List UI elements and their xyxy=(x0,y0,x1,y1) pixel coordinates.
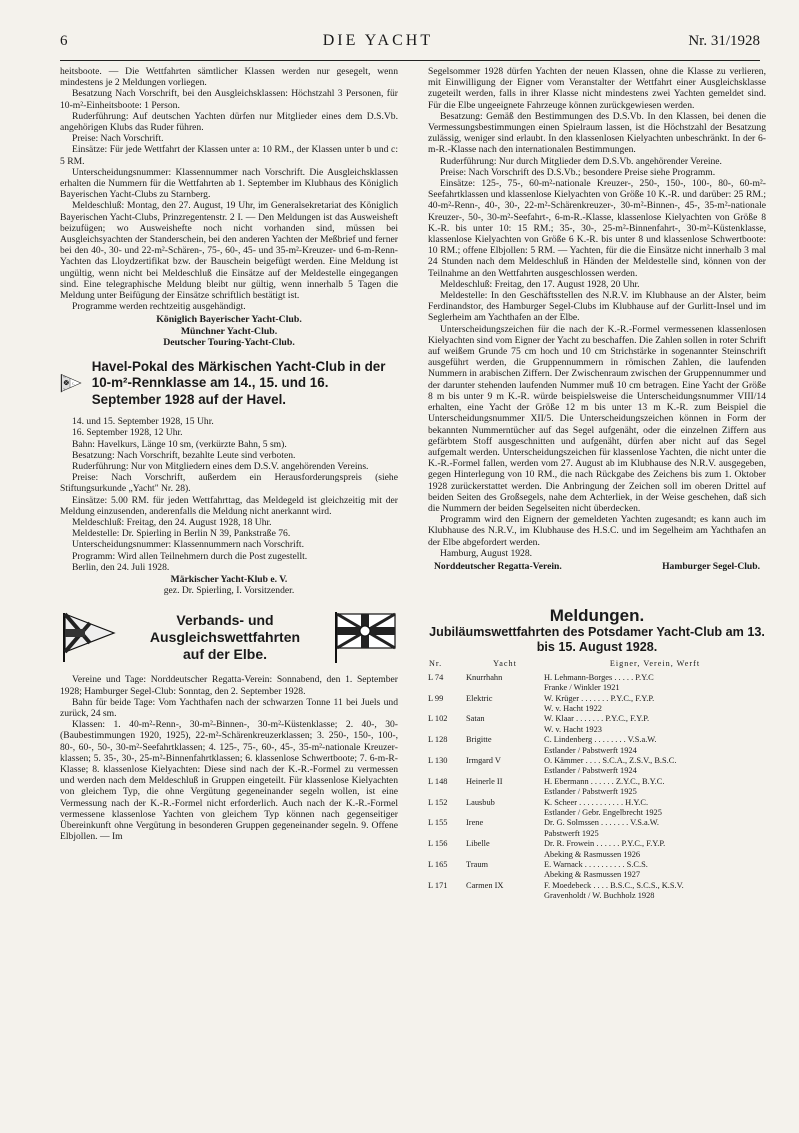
cell-owner: Dr. G. Solmssen . . . . . . . V.S.a.W. xyxy=(544,818,660,828)
cell-owner: E. Warnack . . . . . . . . . . S.C.S. xyxy=(544,860,648,870)
cell-yacht: Irene xyxy=(466,818,484,828)
table-row-sub xyxy=(428,725,766,735)
table-row xyxy=(428,798,766,808)
cell-nr: L 155 xyxy=(428,818,448,828)
paragraph: Segelsommer 1928 dürfen Yachten der neuen Klassen, ohne die Klasse zu verlieren, mit Einwilligung der Eigner vom Veranstalter der Wettfahrt einer Ausgleichsklasse zugeteilt werden, falls in ihrer Klasse nicht mindestens zwei Yachten gemeldet sind. Für die Elbe ungeeignete Fahrzeuge können zurückgewiesen werden. xyxy=(428,66,766,111)
paragraph: Vereine und Tage: Norddeutscher Regatta-Verein: Sonnabend, den 1. September 1928; Hamburger Segel-Club: Sonntag, den 2. September 1928. xyxy=(60,674,398,697)
cell-yacht: Satan xyxy=(466,714,485,724)
table-row xyxy=(428,881,766,891)
cell-empty xyxy=(428,870,466,880)
signatory: Deutscher Touring-Yacht-Club. xyxy=(163,337,295,349)
elbe-heading-block xyxy=(60,610,398,664)
cell-designer-yard: Estlander / Pabstwerft 1924 xyxy=(544,766,637,776)
cell-empty xyxy=(428,891,466,901)
page-number: 6 xyxy=(60,33,68,49)
table-row xyxy=(428,735,766,745)
table-row xyxy=(428,694,766,704)
paragraph: Einsätze: 5.00 RM. für jeden Wettfahrttag, das Meldegeld ist gleichzeitig mit der Meldung einzusenden, anderenfalls die Meldung nicht anerkannt wird. xyxy=(60,494,398,517)
signatory: Königlich Bayerischer Yacht-Club. xyxy=(156,314,302,326)
signatory: Märkischer Yacht-Klub e. V. xyxy=(170,574,288,586)
table-row-sub xyxy=(428,683,766,693)
cell-nr: L 130 xyxy=(428,756,448,765)
table-row-sub xyxy=(428,808,766,818)
paragraph: Meldeschluß: Freitag, den 24. August 1928, 18 Uhr. xyxy=(72,517,272,529)
paragraph: Einsätze: 125-, 75-, 60-m²-nationale Kreuzer-, 250-, 150-, 100-, 80-, 60-m²-Seefahrtklassen und klassenlose Kielyachten von Größe 10 K.-R. und darüber: 25 RM.; 40-m²-Renn-, 40-, 30-, 22-m²-Schärenkreuzer-, 30-m²-Binnen-, 45-, 35-m²-nationale Kreuzer-, 50-, 30-m²-Seefahrt-, 6-m-R.-Klasse, klassenlose Kielyachten von Größe 8 K.-R. bis unter 10: 15 RM.; 35-, 30-, 25-m²-Binnenfahrt-, 30-m²-Küstenklasse, klassenlose Kielyachten von Größe 6 K.-R. bis unter 8 und klassenlose Schwertboote: 10 RM.; offene Elbjollen: 5 RM. — Yachten, für die die Einsätze nicht innerhalb 3 mal 24 Stunden nach dem Meldeschluß in Händen der Meldestelle sind, können von der Teilnahme an den Wettfahrten ausgeschlossen werden. xyxy=(428,178,766,279)
cell-owner: F. Moedebeck . . . . B.S.C., S.C.S., K.S.V. xyxy=(544,880,684,890)
paragraph: Programme werden rechtzeitig ausgehändigt. xyxy=(72,301,246,313)
cell-owner: H. Ebermann . . . . . . Z.Y.C., B.Y.C. xyxy=(544,776,665,786)
column-header-owner: Eigner, Verein, Werft xyxy=(609,659,701,669)
cell-yacht: Traum xyxy=(466,860,489,870)
elbe-title: Verbands- und Ausgleichswettfahrten auf der Elbe. xyxy=(149,611,301,662)
cell-designer-yard: Pabstwerft 1925 xyxy=(544,828,599,838)
hsc-flag-icon xyxy=(334,610,398,664)
paragraph: Meldestelle: Dr. Spierling in Berlin N 39, Pankstraße 76. xyxy=(72,528,291,540)
cell-nr: L 156 xyxy=(428,839,448,849)
paragraph: Bahn für beide Tage: Vom Yachthafen nach der schwarzen Tonne 11 bei Juels und zurück, 24 sm. xyxy=(60,696,398,720)
paragraph: Unterscheidungszeichen für die nach der K.-R.-Formel vermessenen klassenlosen Kielyachten sind vom Eigner der Yacht zu beschaffen. Die Zahlen sollen in roter Schrift auf weißem Grunde 75 cm hoch und 10 cm Strichstärke in sogenannter Steinschrift ausgeführt werden, die Gruppennummern in römischen Zahlen, die laufenden Nummern in arabischen Ziffern. Der Zwischenraum zwischen der Gruppennummer und der darunter stehenden laufenden Nummer muß 10 cm betragen. Eine Yacht der Größe 8 m bis unter 9 m K.-R. würde beispielsweise die Unterscheidungsnummer VIII/14 erhalten, eine Yacht der Größe 12 m bis unter 13 m K.-R. zum Beispiel die Unterscheidungsnummer XII/5. Die Unterscheidungszeichen können in Form der bekannten Nummerntücher auf das Segel aufgenäht, oder die einzelnen Ziffern aus gefärbtem Stoff ausgeschnitten und aufgenäht, dürfen aber nicht auf das Segel aufgemalt werden. Unterscheidungszeichen für klassenlose Yachten, die nicht unter die K.-R.-Formel fallen, werden vom 27. August ab im Klubhause des N.R.V. ausgegeben, gegen Hinterlegung von 10 RM., die nach Rückgabe des Zeichens bis zum 1. Oktober 1928 zurückerstattet werden. Die Anbringung der Zeichen soll im oberen Drittel auf beiden Seiten des Großsegels, nahe dem Achterliek, in der Weise geschehen, daß sich die Nummern der beiden Segelseiten nicht überdecken. xyxy=(428,323,766,514)
cell-designer-yard: Estlander / Pabstwerft 1924 xyxy=(544,745,637,755)
cell-nr: L 99 xyxy=(428,693,444,703)
column-header-nr: Nr. xyxy=(429,659,443,669)
cell-empty xyxy=(466,725,544,735)
cell-yacht: Libelle xyxy=(466,839,490,849)
cell-yacht: Brigitte xyxy=(466,735,492,745)
cell-yacht: Carmen IX xyxy=(466,880,504,890)
page-header xyxy=(60,32,760,54)
table-row xyxy=(428,756,766,766)
table-row-sub xyxy=(428,704,766,714)
paragraph: Preise: Nach Vorschrift des D.S.Vb.; besondere Preise siehe Programm. xyxy=(440,166,716,178)
cell-owner: H. Lehmann-Borges . . . . . P.Y.C xyxy=(544,672,654,682)
cell-empty xyxy=(428,683,466,693)
cell-empty xyxy=(466,891,544,901)
table-row-sub xyxy=(428,850,766,860)
cell-empty xyxy=(428,808,466,818)
signatory: Norddeutscher Regatta-Verein. xyxy=(434,560,562,572)
paragraph: Besatzung Nach Vorschrift, bei den Ausgleichsklassen: Höchstzahl 3 Personen, für 10-m²-Einheitsboote: 1 Person. xyxy=(60,88,398,111)
elbe-signatories xyxy=(428,561,766,572)
cell-designer-yard: Estlander / Pabstwerft 1925 xyxy=(544,787,637,797)
cell-nr: L 128 xyxy=(428,735,448,745)
paragraph: Preise: Nach Vorschrift. xyxy=(72,133,164,145)
cell-owner: O. Kämmer . . . . S.C.A., Z.S.V., B.S.C. xyxy=(544,756,677,765)
cell-empty xyxy=(428,829,466,839)
cell-empty xyxy=(466,683,544,693)
signatory: Münchner Yacht-Club. xyxy=(180,325,278,337)
table-row xyxy=(428,818,766,828)
havel-heading-block xyxy=(60,359,398,409)
cell-empty xyxy=(466,829,544,839)
svg-text:C.: C. xyxy=(72,381,75,386)
paragraph: heitsboote. — Die Wettfahrten sämtlicher Klassen werden nur gesegelt, wenn mindestens je 2 Meldungen vorliegen. xyxy=(60,66,398,89)
paragraph: Unterscheidungsnummer: Klassennummern nach Vorschrift. xyxy=(72,539,304,551)
svg-text:M: M xyxy=(63,376,66,379)
cell-nr: L 148 xyxy=(428,776,448,786)
cell-empty xyxy=(466,808,544,818)
paragraph: Ruderführung: Nur von Mitgliedern eines dem D.S.V. angehörenden Vereins. xyxy=(72,461,369,472)
cell-yacht: Heinerle II xyxy=(466,776,503,786)
cell-designer-yard: Abeking & Rasmussen 1926 xyxy=(544,849,641,859)
cell-empty xyxy=(428,746,466,756)
cell-empty xyxy=(428,787,466,797)
meldungen-heading: Meldungen. xyxy=(549,606,645,626)
paragraph: Einsätze: Für jede Wettfahrt der Klassen unter a: 10 RM., der Klassen unter b und c: 5 RM. xyxy=(60,144,398,167)
paragraph: Programm wird den Eignern der gemeldeten Yachten zugesandt; es kann auch im Klubhause des N.R.V., im Klubhause des H.S.C. und im Segelheim am Yachthafen an der Elbe abgefordert werden. xyxy=(428,514,766,548)
column-header-yacht: Yacht xyxy=(493,659,517,669)
cell-nr: L 165 xyxy=(428,860,448,870)
paragraph: Besatzung: Nach Vorschrift, bezahlte Leute sind verboten. xyxy=(72,449,296,461)
cell-yacht: Elektric xyxy=(466,693,493,703)
table-row xyxy=(428,839,766,849)
cell-empty xyxy=(428,704,466,714)
paragraph: Meldestelle: In den Geschäftsstellen des N.R.V. im Klubhause an der Alster, beim Ferdinandstor, des Hamburger Segel-Clubs im Klubhause auf der Gurlitt-Insel und im Seglerheim am Yachthafen an der Elbe. xyxy=(428,290,766,324)
table-row-sub xyxy=(428,787,766,797)
cell-nr: L 152 xyxy=(428,797,448,807)
right-column xyxy=(428,66,766,902)
table-row-sub xyxy=(428,891,766,901)
paragraph: Preise: Nach Vorschrift, außerdem ein Herausforderungspreis (siehe Stiftungsurkunde „Yacht" Nr. 28). xyxy=(60,472,398,495)
cell-owner: K. Scheer . . . . . . . . . . . H.Y.C. xyxy=(544,797,649,807)
cell-designer-yard: Estlander / Gebr. Engelbrecht 1925 xyxy=(544,808,662,818)
paragraph: 16. September 1928, 12 Uhr. xyxy=(72,427,183,439)
paragraph: Besatzung: Gemäß den Bestimmungen des D.S.Vb. In den Klassen, bei denen die Vermessungsbestimmungen einen Spielraum lassen, ist die Höchstzahl der Besatzung zulässig, weniger sind erlaubt. In den klassenlosen Kielyachten unbeschränkt. In der 6-m-R.-Klasse nach den internationalen Bestimmungen. xyxy=(428,110,766,156)
table-row xyxy=(428,777,766,787)
cell-designer-yard: Franke / Winkler 1921 xyxy=(544,683,620,693)
cell-empty xyxy=(466,787,544,797)
cell-empty xyxy=(466,850,544,860)
cell-designer-yard: W. v. Hacht 1923 xyxy=(544,724,602,734)
left-column xyxy=(60,66,398,842)
cell-nr: L 74 xyxy=(428,672,444,682)
havel-title: Havel-Pokal des Märkischen Yacht-Club in der 10-m²-Rennklasse am 14., 15. und 16. September 1928 auf der Havel. xyxy=(91,358,386,407)
paragraph: Programm: Wird allen Teilnehmern durch die Post zugestellt. xyxy=(72,550,308,562)
signatory: Hamburger Segel-Club. xyxy=(662,560,760,572)
cell-yacht: Knurrhahn xyxy=(466,672,503,682)
cell-empty xyxy=(466,704,544,714)
cell-empty xyxy=(428,766,466,776)
cell-nr: L 171 xyxy=(428,880,448,890)
paragraph: Unterscheidungsnummer: Klassennummer nach Vorschrift. Die Ausgleichsklassen erhalten die Nummern für die Wettfahrten ab 1. September im Klubhaus des Königlich Bayerischen Yacht-Clubs zu Starnberg. xyxy=(60,166,398,201)
table-row xyxy=(428,714,766,724)
cell-owner: Dr. R. Frowein . . . . . . P.Y.C., F.Y.P. xyxy=(544,839,666,849)
jubilaeum-heading: Jubiläumswettfahrten des Potsdamer Yacht-Club am 13. bis 15. August 1928. xyxy=(429,625,765,655)
paragraph: Berlin, den 24. Juli 1928. xyxy=(72,561,170,573)
magazine-title: DIE YACHT xyxy=(322,32,434,49)
cell-empty xyxy=(466,746,544,756)
table-header-row xyxy=(428,658,766,672)
cell-nr: L 102 xyxy=(428,714,448,724)
paragraph: Meldeschluß: Montag, den 27. August, 19 Uhr, im Generalsekretariat des Königlich Bayerischen Yacht-Clubs, Prinzregentenstr. 2 I. — Den Meldungen ist das Ausweisheft beizufügen; wo Ausweishefte noch nicht vorhanden sind, müssen bei Ausgleichsyachten der Standerschein, bei den anderen Yachten der Meßbrief und ferner bei den 40-, 30- und 22-m²-Schären-, 75-, 60-, 45- und 35-m²-Kreuzer- und 6-m-Renn-Yachten das Lloydzertifikat bzw. der Bauschein beigefügt werden. Eine Meldung ist ungültig, wenn nicht bei Meldeschluß die Einsätze auf der Meldestelle eingegangen sind. Eine telegraphische Meldung bleibt nur gültig, wenn innerhalb 5 Tagen die Meldung unter Beifügung der Einsätze schriftlich bestätigt ist. xyxy=(60,200,398,302)
cell-yacht: Lausbub xyxy=(466,797,495,807)
paragraph: Ruderführung: Nur durch Mitglieder dem D.S.Vb. angehörender Vereine. xyxy=(440,155,722,167)
paragraph: Hamburg, August 1928. xyxy=(440,547,533,559)
cell-yacht: Irmgard V xyxy=(466,756,501,765)
cell-designer-yard: Abeking & Rasmussen 1927 xyxy=(544,870,641,880)
paragraph: Ruderführung: Auf deutschen Yachten dürfen nur Mitglieder eines dem D.S.Vb. angehörigen Klubs das Ruder führen. xyxy=(60,110,398,134)
cell-empty xyxy=(466,766,544,776)
table-row-sub xyxy=(428,829,766,839)
svg-text:Y.: Y. xyxy=(63,388,66,392)
table-row xyxy=(428,860,766,870)
cell-designer-yard: W. v. Hacht 1922 xyxy=(544,703,602,713)
table-row-sub xyxy=(428,870,766,880)
cell-empty xyxy=(466,870,544,880)
header-rule xyxy=(60,60,760,61)
paragraph: 14. und 15. September 1928, 15 Uhr. xyxy=(72,416,214,428)
cell-empty xyxy=(428,850,466,860)
table-row xyxy=(428,673,766,683)
cell-designer-yard: Gravenholdt / W. Buchholz 1928 xyxy=(544,891,655,901)
table-row-sub xyxy=(428,766,766,776)
cell-empty xyxy=(428,725,466,735)
burgee-icon xyxy=(60,360,82,406)
cell-owner: W. Krüger . . . . . . . P.Y.C., F.Y.P. xyxy=(544,693,655,703)
table-row-sub xyxy=(428,746,766,756)
nrv-burgee-icon xyxy=(60,611,116,663)
entries-body xyxy=(428,673,766,902)
paragraph: Meldeschluß: Freitag, den 17. August 1928, 20 Uhr. xyxy=(440,278,640,290)
signatory-name: gez. Dr. Spierling, I. Vorsitzender. xyxy=(163,585,295,597)
cell-owner: W. Klaar . . . . . . . P.Y.C., F.Y.P. xyxy=(544,714,650,724)
signatories-bavarian xyxy=(60,314,398,348)
paragraph: Bahn: Havelkurs, Länge 10 sm, (verkürzte Bahn, 5 sm). xyxy=(72,438,287,450)
paragraph: Klassen: 1. 40-m²-Renn-, 30-m²-Binnen-, 30-m²-Küstenklasse; 2. 40-, 30- (Baubestimmungen 1920, 1925), 22-m²-Schärenkreuzerklassen; 3. 250-, 150-, 100-, 80-, 60-, 50-, 30-m²-Seefahrtklassen; 4. 125-, 75-, 60-, 45-, 35-m²-nationale Kreuzerklassen; 5. 35-, 30-, 25-m²-Binnenfahrtklassen; 6. klassenlose Schwertboote; 7. 6-m-R-Klasse; 8. klassenlose Kielyachten: Diese sind nach der K.-R.-Formel zu vermessen und werden nach dem Meldeschluß in Gruppen eingeteilt. Für klassenlose Kielyachten von gleichem Typ, die ohne Vergütung gegeneinander segeln wollen, ist eine Vermessung nach der K.-R.-Formel nicht erforderlich. Auch nach der K.-R.-Formel vermessene klassenlose Yachten von gleichem Typ können nach gegenseitiger Übereinkunft ohne Vergütung in besonderen Gruppen gegeneinander segeln. 9. Offene Elbjollen. — Im xyxy=(60,719,398,843)
entries-table xyxy=(428,658,766,901)
issue-number: Nr. 31/1928 xyxy=(688,33,760,49)
cell-owner: C. Lindenberg . . . . . . . . V.S.a.W. xyxy=(544,735,657,745)
